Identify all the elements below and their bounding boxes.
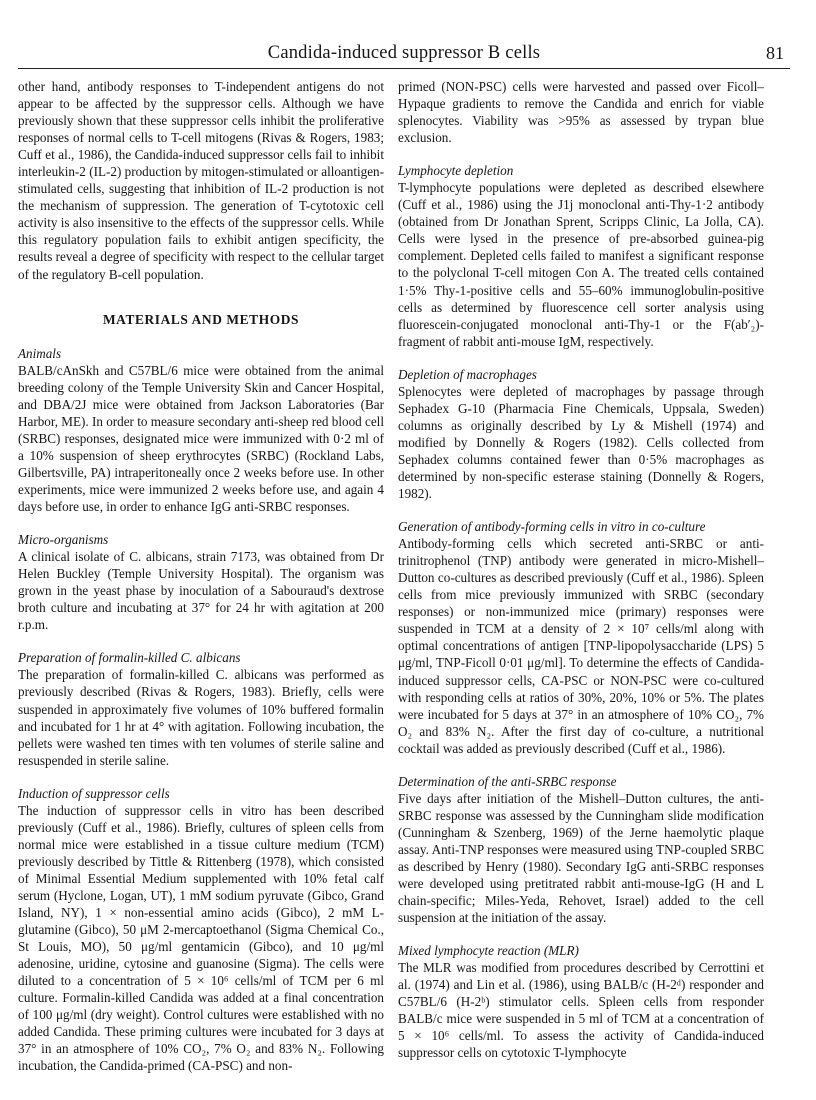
subheading-formalin: Preparation of formalin-killed C. albicans — [18, 650, 241, 666]
paragraph-continuation: primed (NON-PSC) cells were harvested and passed over Ficoll–Hypaque gradients to remove the Candida and enrich for viable splenocytes. Viability was >95% as assessed by trypan blue exclusion. — [398, 79, 764, 146]
subheading-macrophages: Depletion of macrophages — [398, 366, 537, 382]
subheading-anti-srbc: Determination of the anti-SRBC response — [398, 773, 617, 789]
page-header — [18, 40, 790, 69]
paragraph-lymphocyte-depletion: T-lymphocyte populations were depleted as described elsewhere (Cuff et al., 1986) using the J1j monoclonal anti-Thy-1·2 antibody (obtained from Dr Jonathan Sprent, Scripps Clinic, La Jolla, CA). Cells were lysed in the presence of pre-absorbed guinea-pig complement. Depleted cells failed to manifest a significant response to the polyclonal T-cell mitogen Con A. The treated cells contained 1·5% Thy-1-positive cells and 55–60% immunoglobulin-positive cells as determined by fluorescence cell sorter analysis using fluorescein-conjugated monoclonal anti-Thy-1 or the F(ab′₂)-fragment of rabbit anti-mouse IgM, respectively. — [398, 180, 764, 349]
subheading-lymphocyte-depletion: Lymphocyte depletion — [398, 163, 514, 179]
intro-paragraph: other hand, antibody responses to T-independent antigens do not appear to be affected by the suppressor cells. Although we have previously shown that these suppressor cells inhibit the proliferative responses of normal cells to T-cell mitogens (Rivas & Rogers, 1983; Cuff et al., 1986), the Candida-induced suppressor cells fail to inhibit interleukin-2 (IL-2) production by mitogen-stimulated or alloantigen-stimulated cells, suggesting that inhibition of IL-2 production is not the mechanism of suppression. The generation of T-cytotoxic cell activity is also insensitive to the effects of the suppressor cells. While this regulatory population fails to exhibit antigen specificity, the results reveal a degree of specificity with respect to the cellular target of the regulatory B-cell population. — [18, 79, 384, 282]
subheading-induction: Induction of suppressor cells — [18, 785, 170, 801]
page-number: 81 — [766, 43, 784, 63]
subheading-mlr: Mixed lymphocyte reaction (MLR) — [398, 943, 579, 959]
paragraph-induction: The induction of suppressor cells in vitro has been described previously (Cuff et al., 1986). Briefly, cultures of spleen cells from normal mice were established in a tissue culture medium (TCM) previously described by Tittle & Rittenberg (1978), which consisted of Minimal Essential Medium supplemented with 10% fetal calf serum (Hyclone, Logan, UT), 1 mM sodium pyruvate (Gibco, Grand Island, NY), 1 × non-essential amino acids (Gibco), 2 mM L-glutamine (Gibco), 50 μM 2-mercaptoethanol (Sigma Chemical Co., St Louis, MO), 50 μg/ml gentamicin (Gibco), and 10 μg/ml adenosine, uridine, cytosine and guanosine (Sigma). The cells were diluted to a concentration of 5 × 10⁶ cells/ml of TCM per 6 ml culture. Formalin-killed Candida was added at a final concentration of 100 μg/ml (dry weight). Control cultures were established with no added Candida. These priming cultures were incubated for 3 days at 37° in an atmosphere of 10% CO₂, 7% O₂ and 83% N₂. Following incubation, the Candida-primed (CA-PSC) and non- — [18, 802, 384, 1074]
running-title: Candida-induced suppressor B cells — [267, 43, 541, 63]
right-column — [398, 78, 764, 1061]
paragraph-macrophages: Splenocytes were depleted of macrophages by passage through Sephadex G-10 (Pharmacia Fine Chemicals, Uppsala, Sweden) columns as originally described by Ly & Mishell (1974) and modified by Donnelly & Rogers (1982). Cells collected from Sephadex columns contained fewer than 0·5% macrophages as determined by non-specific esterase staining (Donnelly & Rogers, 1982). — [398, 383, 764, 502]
paragraph-anti-srbc: Five days after initiation of the Mishell–Dutton cultures, the anti-SRBC response was assessed by the Cunningham slide modification (Cunningham & Szenberg, 1969) of the Jerne haemolytic plaque assay. Anti-TNP responses were measured using TNP-coupled SRBC as described by Henry (1980). Secondary IgG anti-SRBC responses were developed using pretitrated rabbit anti-mouse-IgG (H and L chain-specific; Miles-Yeda, Rehovet, Israel) added to the cell suspension at the initiation of the assay. — [398, 790, 764, 926]
paragraph-animals: BALB/cAnSkh and C57BL/6 mice were obtained from the animal breeding colony of the Temple University Skin and Cancer Hospital, and DBA/2J mice were obtained from Jackson Laboratories (Bar Harbor, ME). In order to measure secondary anti-sheep red blood cell (SRBC) responses, designated mice were immunized with 0·2 ml of a 10% suspension of sheep erythrocytes (SRBC) (Rockland Labs, Gilbertsville, PA) intraperitoneally once 2 weeks before use. In other experiments, mice were immunized 2 weeks before use, and again 4 days before use, in order to enhance IgG anti-SRBC responses. — [18, 362, 384, 515]
subheading-generation: Generation of antibody-forming cells in vitro in co-culture — [398, 519, 706, 535]
subheading-animals: Animals — [18, 345, 62, 361]
paragraph-microorganisms: A clinical isolate of C. albicans, strain 7173, was obtained from Dr Helen Buckley (Temple University Hospital). The organism was grown in the yeast phase by inoculation of a Sabouraud's dextrose broth culture and incubating at 37° for 24 hr with agitation at 200 r.p.m. — [18, 549, 384, 633]
paragraph-mlr: The MLR was modified from procedures described by Cerrottini et al. (1974) and Lin et al. (1986), using BALB/c (H-2ᵈ) responder and C57BL/6 (H-2ᵇ) stimulator cells. Spleen cells from responder BALB/c mice were suspended in 5 ml of TCM at a concentration of 5 × 10⁶ cells/ml. To assess the activity of Candida-induced suppressor cells on cytotoxic T-lymphocyte — [398, 960, 764, 1061]
left-column — [18, 78, 384, 1074]
subheading-microorganisms: Micro-organisms — [18, 532, 109, 548]
section-heading-materials-methods: MATERIALS AND METHODS — [102, 311, 300, 327]
paragraph-generation: Antibody-forming cells which secreted anti-SRBC or anti-trinitrophenol (TNP) antibody were generated in micro-Mishell–Dutton co-cultures as described previously (Cuff et al., 1986). Spleen cells from mice previously immunized with SRBC (secondary responses) or non-immunized mice (primary) responses were suspended in TCM at a density of 2 × 10⁷ cells/ml along with optimal concentrations of antigen [TNP-lipopolysaccharide (LPS) 5 μg/ml, TNP-Ficoll 0·01 μg/ml]. To determine the effects of Candida-induced suppressor cells, CA-PSC or NON-PSC were co-cultured with responding cells at ratios of 30%, 20%, 10% or 5%. The plates were incubated for 5 days at 37° in an atmosphere of 10% CO₂, 7% O₂ and 83% N₂. After the first day of co-culture, a nutritional cocktail was added as previously described (Cuff et al., 1986). — [398, 536, 764, 756]
paragraph-formalin: The preparation of formalin-killed C. albicans was performed as previously described (Rivas & Rogers, 1983). Briefly, cells were suspended in approximately five volumes of 10% buffered formalin and incubated for 1 hr at 4° with agitation. Following incubation, the pellets were washed ten times with ten volumes of sterile saline and resuspended in sterile saline. — [18, 667, 384, 768]
